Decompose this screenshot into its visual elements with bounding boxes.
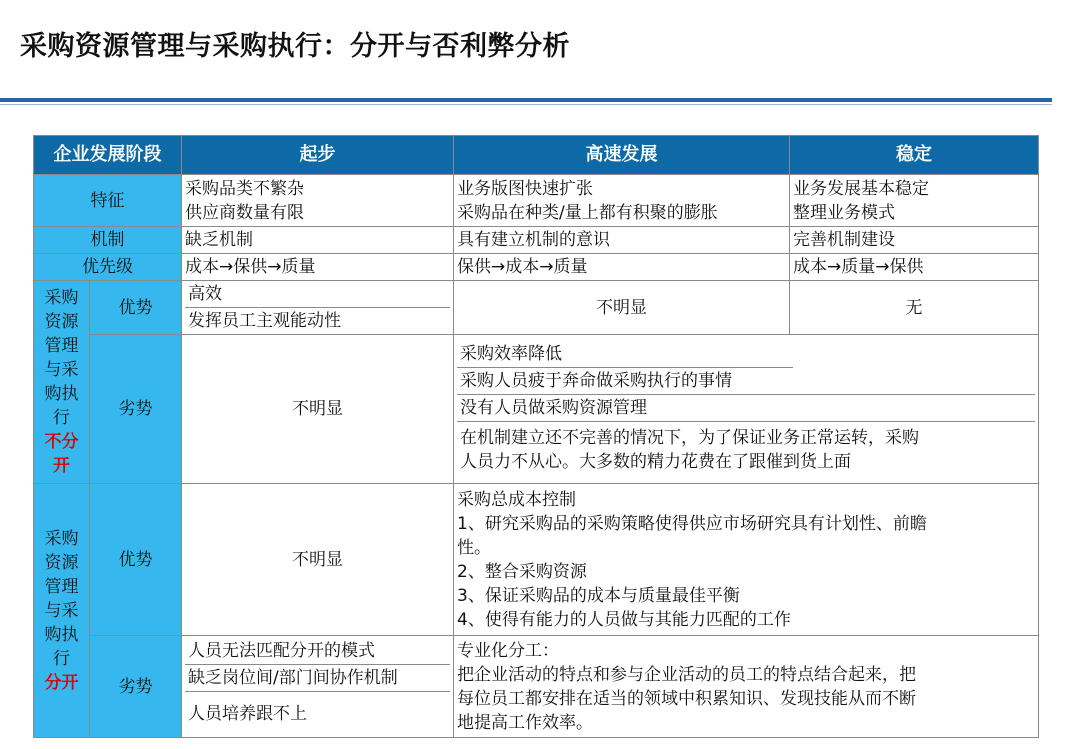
label-advantage: 优势 [90, 484, 182, 636]
header-growth: 高速发展 [454, 136, 790, 175]
sep-advantage-text: 3、保证采购品的成本与质量最佳平衡 [457, 585, 740, 606]
row-priority [34, 254, 1039, 281]
priority-growth: 保供→成本→质量 [454, 254, 790, 281]
title-divider-thin [0, 104, 1052, 105]
sep-advantage-text: 采购总成本控制 [457, 489, 576, 510]
ns-advantage-start-item: 高效 [185, 281, 450, 308]
ns-advantage-growth: 不明显 [454, 281, 790, 335]
label-priority: 优先级 [34, 254, 182, 281]
ns-disadvantage-item [457, 395, 1035, 422]
mechanism-stable: 完善机制建设 [790, 227, 1039, 254]
sep-disadvantage-start-item: 缺乏岗位间/部门间协作机制 [185, 665, 450, 692]
ns-advantage-start-item: 发挥员工主观能动性 [188, 311, 341, 331]
ns-advantage-start [182, 281, 454, 335]
priority-start: 成本→保供→质量 [182, 254, 454, 281]
group-line: 购执 [44, 624, 79, 645]
sep-advantage-text: 4、使得有能力的人员做与其能力匹配的工作 [457, 609, 791, 630]
row-separated-advantage [34, 484, 1039, 636]
slide-title: 采购资源管理与采购执行：分开与否利弊分析 [20, 31, 570, 62]
feature-growth-line: 采购品在种类/量上都有积聚的膨胀 [457, 202, 718, 223]
group-line: 与采 [44, 600, 79, 621]
sep-disadvantage-text: 每位员工都安排在适当的领域中积累知识、发现技能从而不断 [457, 688, 916, 709]
sep-disadvantage-start-item: 人员无法匹配分开的模式 [185, 638, 450, 665]
feature-growth [454, 175, 790, 227]
ns-disadvantage-item [457, 368, 1035, 395]
sep-advantage-text: 性。 [457, 537, 491, 558]
header-stage: 企业发展阶段 [34, 136, 182, 175]
group-line: 资源 [44, 552, 79, 573]
header-start: 起步 [182, 136, 454, 175]
label-advantage: 优势 [90, 281, 182, 335]
sep-advantage-detail [454, 484, 1039, 636]
sep-disadvantage-text: 专业化分工： [457, 640, 559, 661]
group-line: 与采 [44, 360, 79, 380]
row-mechanism [34, 227, 1039, 254]
group-line: 行 [53, 648, 70, 669]
group-line: 资源 [44, 312, 79, 332]
ns-disadvantage-item [457, 422, 1035, 478]
header-stable: 稳定 [790, 136, 1039, 175]
feature-stable-line: 业务发展基本稳定 [793, 178, 929, 199]
label-mechanism: 机制 [34, 227, 182, 254]
comparison-table [33, 135, 1039, 738]
ns-disadvantage-start: 不明显 [182, 335, 454, 484]
title-divider [0, 98, 1052, 102]
feature-start-line: 采购品类不繁杂 [185, 178, 304, 199]
group-line-highlight: 分开 [44, 672, 79, 693]
sep-disadvantage-detail [454, 636, 1039, 738]
header-row [34, 136, 1039, 175]
row-not-separated-disadvantage [34, 335, 1039, 484]
group-line: 采购 [44, 528, 79, 549]
mechanism-growth: 具有建立机制的意识 [454, 227, 790, 254]
row-feature [34, 175, 1039, 227]
label-feature: 特征 [34, 175, 182, 227]
row-not-separated-advantage [34, 281, 1039, 335]
row-separated-disadvantage [34, 636, 1039, 738]
group-line: 管理 [44, 336, 79, 356]
sep-advantage-start: 不明显 [182, 484, 454, 636]
feature-start [182, 175, 454, 227]
group-not-separated [34, 281, 90, 484]
feature-start-line: 供应商数量有限 [185, 202, 304, 223]
feature-stable [790, 175, 1039, 227]
mechanism-start: 缺乏机制 [182, 227, 454, 254]
ns-disadvantage-text: 采购效率降低 [460, 343, 562, 364]
ns-disadvantage-text: 在机制建立还不完善的情况下，为了保证业务正常运转，采购 [460, 427, 919, 448]
ns-disadvantage-detail [454, 335, 1039, 484]
group-line: 采购 [44, 288, 79, 308]
feature-stable-line: 整理业务模式 [793, 202, 895, 223]
ns-advantage-stable: 无 [790, 281, 1039, 335]
sep-disadvantage-text: 地提高工作效率。 [457, 712, 593, 733]
group-line: 管理 [44, 576, 79, 597]
sep-disadvantage-start-item: 人员培养跟不上 [188, 703, 307, 724]
group-line: 购执 [44, 384, 79, 404]
sep-advantage-text: 2、整合采购资源 [457, 561, 587, 582]
ns-disadvantage-text: 采购人员疲于奔命做采购执行的事情 [460, 370, 732, 391]
label-disadvantage: 劣势 [90, 335, 182, 484]
group-separated [34, 484, 90, 738]
ns-disadvantage-text: 人员力不从心。大多数的精力花费在了跟催到货上面 [460, 451, 851, 472]
ns-disadvantage-text: 没有人员做采购资源管理 [460, 397, 647, 418]
sep-disadvantage-start [182, 636, 454, 738]
label-disadvantage: 劣势 [90, 636, 182, 738]
priority-stable: 成本→质量→保供 [790, 254, 1039, 281]
group-line-highlight: 不分 [44, 432, 79, 452]
sep-disadvantage-text: 把企业活动的特点和参与企业活动的员工的特点结合起来，把 [457, 664, 916, 685]
group-line-highlight: 开 [53, 456, 70, 476]
ns-disadvantage-item [457, 341, 793, 368]
group-line: 行 [53, 408, 70, 428]
feature-growth-line: 业务版图快速扩张 [457, 178, 593, 199]
sep-advantage-text: 1、研究采购品的采购策略使得供应市场研究具有计划性、前瞻 [457, 513, 927, 534]
